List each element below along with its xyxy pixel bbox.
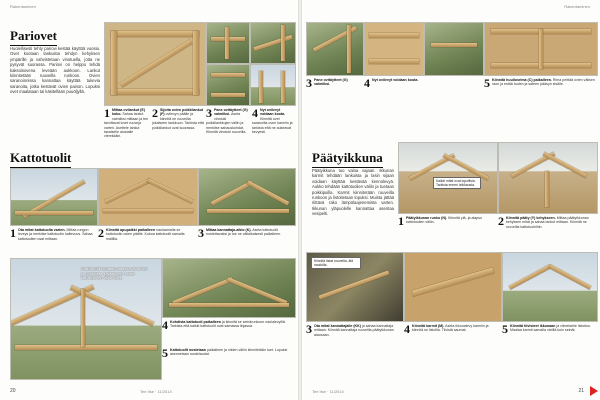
door-step-3-caption: 3 Pane ovitäytteet (G) valmiiksi. <box>306 76 348 90</box>
kattotuolit-step-1: 1 Ota mitat kattotuolia varten. Mittaa rungon leveys ja merkitse kattotuolin kaltevuus. Sahaa kattotuolien osat mittaan. <box>10 226 93 241</box>
gable-callout-1: Kaikki mitat ovat lopullisia. Tarkista ennen leikkausta. <box>433 177 481 189</box>
gable-callout-2: Kiinnitä listat ruuveilla, älä nauloilla. <box>311 257 361 269</box>
kattotuolit-step-2: 2 Kiinnitä apupalkki paikalleen naulaamalla se kattotuolin osien päälle. Kokoa kattotuolit samalla mallilla. <box>98 226 185 241</box>
right-page <box>302 0 600 400</box>
section-intro-paatykkuna: Päätyikkuna tuo valoa vajaan. Ikkunan karmit tehdään lankuista ja lasin sijaan voidaan käyttää kestävää kennolevyä. Aukko tehdään kattotuolien väliin ja tuetaan poikkipuilla. Karmit kiinnitetään ruuveilla runkoon ja listoitetaan lopuksi. Muista jättää riittävä rako lämpölaajenemista varten. Ikkunan yläpuolelle kannattaa asentaa vesipelti. <box>312 168 394 217</box>
kattotuolit-step3-photo <box>198 168 296 226</box>
door-step-4-caption: 4 Nyt ovilevyt voidaan koota. <box>364 76 419 90</box>
section-intro-pariovet: Huolellisesti tehty pariovi kestää käyttöä vuosia. Ovet kootaan lankuista tehdyn kehyksen ympärille ja vahvistetaan vinotuella, jotta ne pysyvät suorassa. Pariovi on helppo tehdä kaksoisovena leveään aukkoon. Lankut kiinnitetään ruuveilla runkoon. Ovien saranoinnissa kannattaa käyttää tukevia saranoita, jotka kestävät ovien painon. Lopuksi ovet maalataan tai käsitellään puuöljyllä. <box>10 46 100 95</box>
step4-photo <box>206 64 250 106</box>
gable-step4-photo <box>404 252 502 322</box>
step2-photo <box>206 22 250 64</box>
paatykkuna-step-5: 5 Kiinnitä tiivisteet ikkunaan ja viimeistele listoitus. Maalaa karmit samalla värillä kuin seinät. <box>502 322 591 336</box>
kattotuolit-step-5: 5 Kattotuolit nostetaan paikalleen ja niiden väliin kiinnitetään tuet. Lopuksi asennetaan ruodelaudat. <box>162 346 288 360</box>
door-step4-photo <box>364 22 424 76</box>
door-step-5-caption: 5 Kiinnitä huullosrima (C) paikalleen. Rima peittää ovien välisen raon ja estää tuulen ja sateen pääsyn sisälle. <box>484 76 595 90</box>
gable-step2-photo <box>498 142 598 214</box>
kattotuolit-step4-photo <box>162 258 296 318</box>
page-number-left: 20 <box>10 388 16 394</box>
paatykkuna-step-4: 4 Kiinnitä karmit (M). Aseta ikkunalevy karmiin ja kiinnitä se listoilla. Tiivistä saumat. <box>404 322 489 336</box>
kattotuolit-step1-photo <box>10 168 98 226</box>
pariovet-step-2: 2 Sijoita ovien poikkilankut (F) ovilevyn päälle ja kiinnitä ne ruuveilla jokaiseen lankkuun. Tarkista että poikkilankut ovat suorassa. <box>152 106 204 130</box>
page-number-right: 21 <box>578 388 584 394</box>
kattotuolit-step-4: 4 Kohdista kattotuoli paikalleen ja kiinnitä se seinärunkoon naulalevyillä. Tarkista että kaikki kattotuolit ovat samassa linjassa. <box>162 318 286 332</box>
kattotuolit-main-photo <box>10 258 162 380</box>
step3-photo <box>250 22 296 64</box>
gable-step1-photo <box>398 142 498 214</box>
kattotuolit-photo-note: Kattotuolit kootaan maassa valmiiksi ja nostetaan paikalleen. Lisää kattotuolien väliin tuet. <box>81 267 148 281</box>
step5-photo <box>250 64 296 106</box>
paatykkuna-step-2: 2 Kiinnitä pääty (Y) kehykseen. Mittaa päätyikkunan kehyksen mitat ja sahaa lankut mittaan. Kiinnitä ne ruuveilla kattotuoleihin. <box>498 214 589 229</box>
gable-step5-photo <box>502 252 598 322</box>
kattotuolit-step2-photo <box>98 168 198 226</box>
section-title-paatykkuna: Päätyikkuna <box>312 150 383 168</box>
running-head: Rakentaminen <box>564 4 590 9</box>
door-step5-photo <box>424 22 484 76</box>
door-frame-photo <box>104 22 206 106</box>
gable-step3-photo <box>306 252 404 322</box>
paatykkuna-step-3: 3 Ota mitat kannattajalle (KK) ja sahaa kannattaja mittaan. Kiinnitä kannattaja ruuveilla päätyikkunan alaosaan. <box>306 322 394 337</box>
bottom-note-right: Tee Itse · 11/2014 <box>312 389 344 394</box>
section-title-pariovet: Pariovet <box>10 28 57 46</box>
next-page-arrow-icon <box>590 386 598 396</box>
running-head: Rakentaminen <box>10 4 36 9</box>
door-finished-photo <box>484 22 598 76</box>
left-page <box>0 0 298 400</box>
paatykkuna-step-1: 1 Päätyikkunan runko (N). Kiinnitä ylä- ja alapuu kattotuolien väliin. <box>398 214 483 228</box>
kattotuolit-step-3: 3 Mittaa kannattaja-alkio (K). Aseta kattotuolit nostettavaksi ja tue ne väliaikaisesti paikalleen. <box>198 226 282 240</box>
pariovet-step-4: 4 Nyt ovilevyt voidaan koota. Kiinnitä ovet saranoilla oven karmiin ja tarkista että ne aukeavat kevyesti. <box>252 106 293 135</box>
pariovet-step-3: 3 Pane ovitäytteet (G) valmiiksi. Aseta vinotuki poikkilankkujen väliin ja merkitse sahauskohdat. Kiinnitä vinotuki ruuveilla. <box>206 106 248 135</box>
door-step3-photo <box>306 22 364 76</box>
pariovet-step-1: 1 Mittaa ovilankut (E) koko. Sahaa lankut valmiiksi mittaan ja tee tarvittavat lovet ruuveja varten. Asettele lankut tasaiselle alustalle vierekkäin. <box>104 106 149 139</box>
bottom-note-left: Tee Itse · 11/2014 <box>140 389 172 394</box>
section-title-kattotuolit: Kattotuolit <box>10 150 71 168</box>
